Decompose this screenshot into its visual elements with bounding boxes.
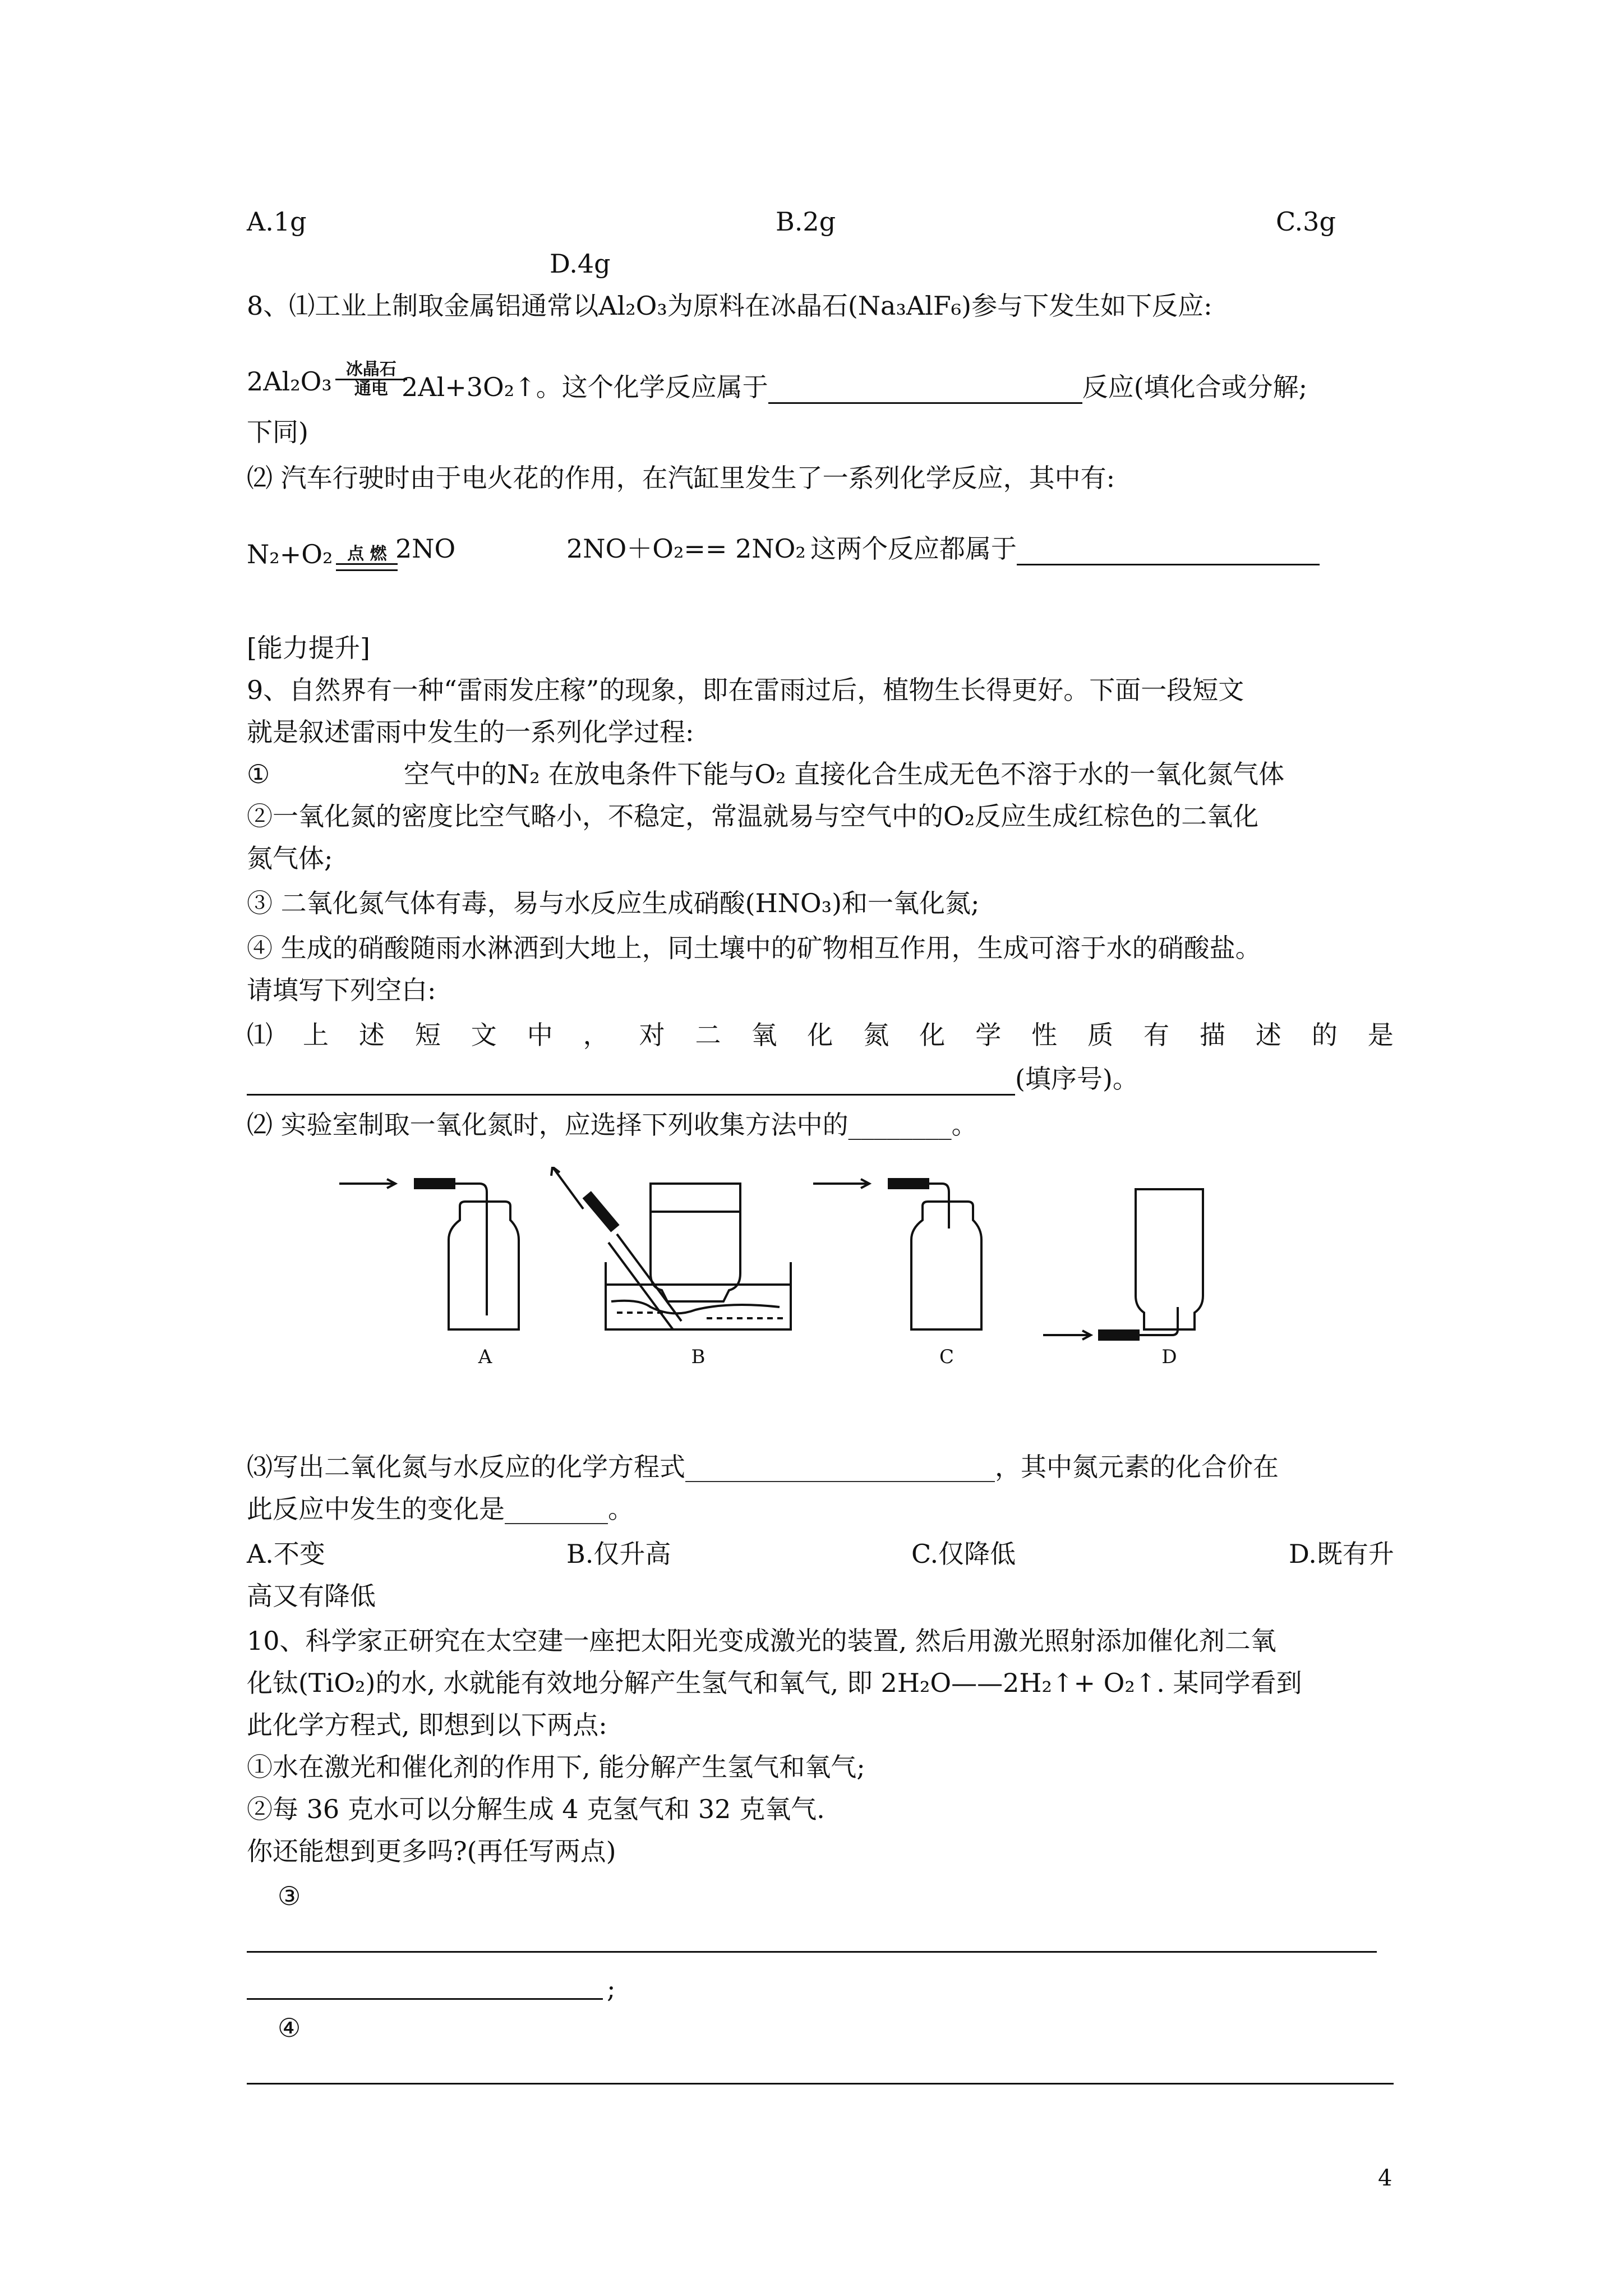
- q8-eq1-next: 下同): [247, 417, 308, 447]
- gas-collection-diagram: [336, 1167, 1211, 1374]
- sub1-char: ⑴: [247, 1020, 273, 1050]
- q9-intro-2: 就是叙述雷雨中发生的一系列化学过程:: [247, 717, 694, 747]
- q8-part2-text: ⑵ 汽车行驶时由于电火花的作用，在汽缸里发生了一系列化学反应，其中有:: [247, 463, 1115, 493]
- label-d: D: [1161, 1346, 1177, 1368]
- q9-option-d: D.既有升: [1289, 1539, 1394, 1569]
- q10-point3-end: ;: [607, 1973, 616, 2004]
- q10-question: 你还能想到更多吗?(再任写两点): [247, 1836, 616, 1866]
- answer-blank-1[interactable]: [768, 378, 1082, 404]
- q9-item2-2: 氮气体;: [247, 843, 333, 873]
- q8-question: 这两个反应都属于: [810, 532, 1320, 565]
- reaction-condition: 冰晶石 通电: [332, 361, 411, 398]
- q9-option-c: C.仅降低: [911, 1539, 1016, 1569]
- q9-option-b: B.仅升高: [566, 1539, 671, 1569]
- answer-line-3b[interactable]: [247, 1998, 603, 2000]
- sub1-char: 氮: [863, 1020, 889, 1050]
- apparatus-c: [813, 1179, 981, 1329]
- sub1-char: 文: [471, 1020, 497, 1050]
- sub1-char: 质: [1087, 1020, 1114, 1050]
- q7-option-a: A.1g: [247, 206, 307, 237]
- apparatus-b: [551, 1167, 791, 1329]
- q9-intro-1: 9、自然界有一种“雷雨发庄稼”的现象，即在雷雨过后，植物生长得更好。下面一段短文: [247, 675, 1244, 705]
- q8-equation-2: N₂+O₂ 点 燃: [247, 510, 401, 572]
- q9-item1-num: ①: [247, 759, 270, 789]
- apparatus-a: [339, 1179, 519, 1329]
- sub1-char: 上: [302, 1020, 329, 1050]
- apparatus-d: [1043, 1189, 1203, 1340]
- label-a: A: [478, 1346, 492, 1368]
- sub1-char: 述: [358, 1020, 385, 1050]
- sub1-char: 描: [1199, 1020, 1225, 1050]
- sub1-char: 化: [919, 1020, 946, 1050]
- sub1-char: 对: [639, 1020, 665, 1050]
- q9-item4: ④ 生成的硝酸随雨水淋洒到大地上，同土壤中的矿物相互作用，生成可溶于水的硝酸盐。: [247, 933, 1261, 963]
- q10-point3: ③: [278, 1881, 301, 1911]
- q9-sub3-2: 此反应中发生的变化是________。: [247, 1494, 634, 1524]
- sub1-char: 有: [1144, 1020, 1169, 1050]
- q9-option-d-cont: 高又有降低: [247, 1581, 376, 1611]
- sub1-char: 述: [1255, 1020, 1281, 1050]
- label-c: C: [939, 1346, 955, 1368]
- sub1-char: 性: [1031, 1020, 1058, 1050]
- q10-line3: 此化学方程式, 即想到以下两点:: [247, 1710, 607, 1740]
- q8-equation-1: 2Al₂O₃ 冰晶石 通电: [247, 325, 411, 398]
- section-title: [能力提升]: [247, 633, 370, 663]
- q8-eq3: 2NO＋O₂== 2NO₂: [566, 533, 806, 564]
- q10-line1: 10、科学家正研究在太空建一座把太阳光变成激光的装置, 然后用激光照射添加催化剂二氧: [247, 1626, 1276, 1656]
- q10-point2: ②每 36 克水可以分解生成 4 克氢气和 32 克氧气.: [247, 1794, 825, 1824]
- sub1-char: 是: [1367, 1020, 1394, 1050]
- ignite-condition: 点 燃: [333, 545, 401, 571]
- q9-item3: ③ 二氧化氮气体有毒，易与水反应生成硝酸(HNO₃)和一氧化氮;: [247, 888, 980, 918]
- q9-fill-prompt: 请填写下列空白:: [247, 975, 436, 1005]
- sub1-char: 中: [527, 1020, 553, 1050]
- q9-sub2: ⑵ 实验室制取一氧化氮时，应选择下列收集方法中的________。: [247, 1110, 978, 1140]
- q8-eq1-right: 2Al+3O₂↑。这个化学反应属于 反应(填化合或分解;: [402, 370, 1307, 404]
- sub1-char: 学: [975, 1020, 1002, 1050]
- answer-line-4[interactable]: [247, 2083, 1394, 2085]
- answer-line-3a[interactable]: [247, 1951, 1377, 1953]
- answer-blank-3[interactable]: [247, 1069, 1015, 1096]
- sub1-char: 二: [695, 1020, 721, 1050]
- answer-blank-2[interactable]: [1017, 539, 1320, 565]
- sub1-char: ，: [583, 1020, 609, 1050]
- q7-option-c: C.3g: [1276, 206, 1336, 237]
- q9-item2-1: ②一氧化氮的密度比空气略小，不稳定，常温就易与空气中的O₂反应生成红棕色的二氧化: [247, 801, 1259, 831]
- sub1-char: 的: [1311, 1020, 1338, 1050]
- q9-option-a: A.不变: [247, 1539, 325, 1569]
- q10-point1: ①水在激光和催化剂的作用下, 能分解产生氢气和氧气;: [247, 1752, 865, 1782]
- sub1-char: 化: [807, 1020, 833, 1050]
- q7-option-d: D.4g: [550, 249, 611, 279]
- q10-point4: ④: [278, 2013, 301, 2043]
- sub1-char: 氧: [751, 1020, 777, 1050]
- q9-sub3-1: ⑶写出二氧化氮与水反应的化学方程式________________________，其中氮元素的化合价在: [247, 1452, 1279, 1482]
- q8-eq2-right: 2NO: [395, 533, 456, 564]
- label-b: B: [691, 1346, 706, 1368]
- page-number: 4: [1378, 2165, 1393, 2191]
- q9-sub1-line2: (填序号)。: [247, 1062, 1138, 1096]
- q10-line2: 化钛(TiO₂)的水, 水就能有效地分解产生氢气和氧气, 即 2H₂O——2H₂↑+ O₂↑. 某同学看到: [247, 1668, 1302, 1698]
- q7-option-b: B.2g: [776, 206, 836, 237]
- sub1-char: 短: [414, 1020, 441, 1050]
- q9-item1: 空气中的N₂ 在放电条件下能与O₂ 直接化合生成无色不溶于水的一氧化氮气体: [404, 759, 1285, 789]
- q8-part1-text: 8、⑴工业上制取金属铝通常以Al₂O₃为原料在冰晶石(Na₃AlF₆)参与下发生如下反应:: [247, 291, 1212, 321]
- q9-sub1-line: [247, 1018, 1394, 1052]
